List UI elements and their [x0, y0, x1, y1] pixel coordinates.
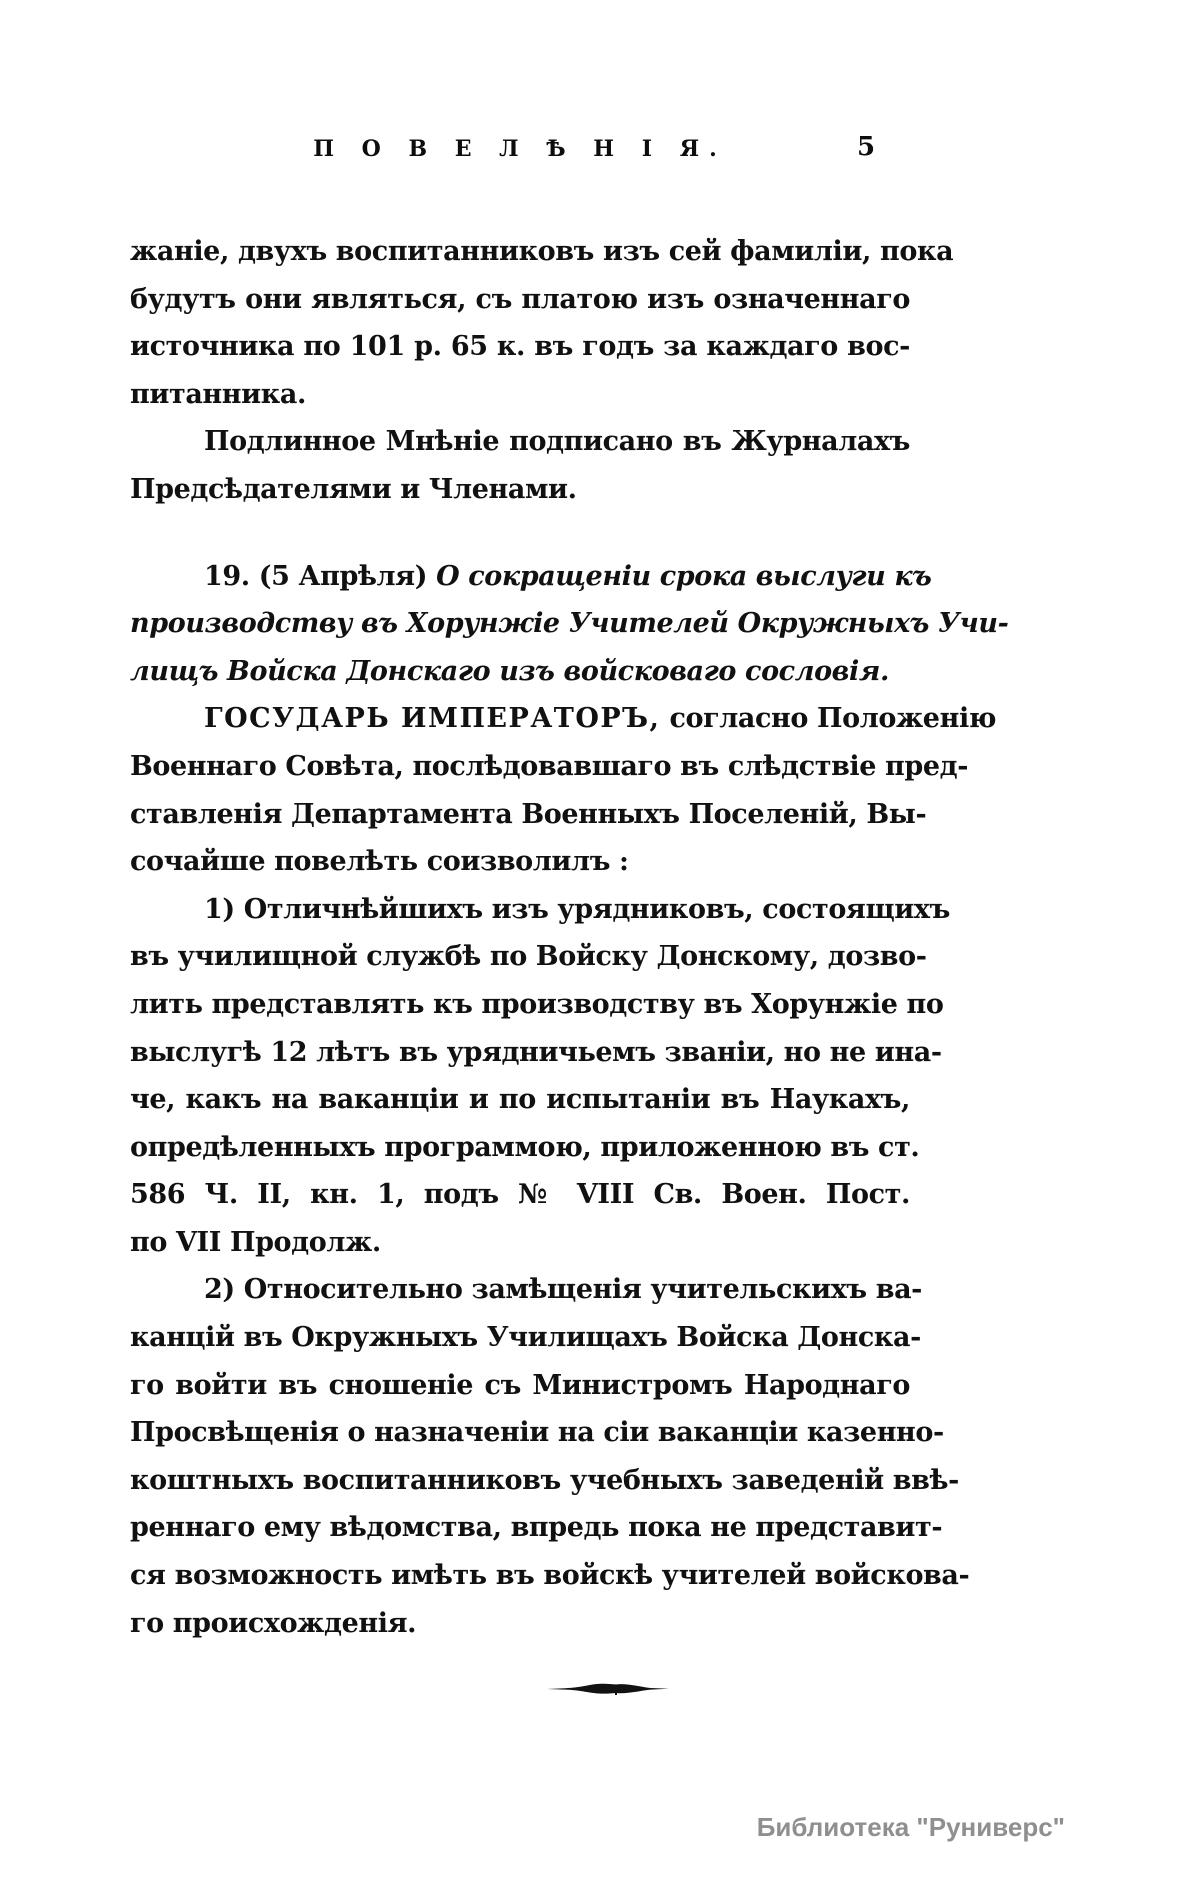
body-line: ся возможность имѣть въ войскѣ учителей войскова- [130, 1560, 970, 1592]
body-line: реннаго ему вѣдомства, впредь пока не представит- [130, 1512, 943, 1544]
body-line [130, 695, 997, 743]
body-line: Предсѣдателями и Членами. [130, 473, 577, 505]
library-watermark: Библиотека "Руниверс" [756, 1812, 1065, 1842]
body-line: по VII Продолж. [130, 1226, 381, 1258]
page-number: 5 [856, 132, 876, 162]
body-line: го происхожденія. [130, 1607, 417, 1639]
body-line: че, какъ на ваканціи и по испытаніи въ Наукахъ, [130, 1084, 910, 1116]
body-line: Военнаго Совѣта, послѣдовавшаго въ слѣдствіе пред- [130, 750, 969, 782]
body-line: источника по 101 р. 65 к. въ годъ за каждаго вос- [130, 331, 910, 363]
section-title: О сокращеніи срока выслуги къ [436, 560, 932, 592]
body-line: 2) Относительно замѣщенія учительскихъ ва- [204, 1274, 922, 1306]
body-line: опредѣленныхъ программою, приложенною въ ст. [130, 1131, 920, 1163]
body-line: Подлинное Мнѣніе подписано въ Журналахъ [204, 426, 910, 458]
body-text: согласно Положенію [669, 703, 997, 735]
section-heading-line: производству въ Хорунжіе Учителей Окружныхъ Учи- [130, 608, 1009, 640]
body-line: ставленія Департамента Военныхъ Поселеній, Вы- [130, 798, 927, 830]
body-line: канцій въ Окружныхъ Училищахъ Войска Донска- [130, 1322, 921, 1354]
body-line: 1) Отличнѣйшихъ изъ урядниковъ, состоящихъ [204, 893, 950, 925]
body-line: 586 Ч. II, кн. 1, подъ № VIII Св. Воен. Пост. [130, 1179, 910, 1211]
body-line: Просвѣщенія о назначеніи на сіи ваканціи казенно- [130, 1417, 944, 1449]
body-line: го войти въ сношеніе съ Министромъ Народнаго [130, 1369, 910, 1401]
divider-ornament-icon [547, 1682, 669, 1696]
body-line: жаніе, двухъ воспитанниковъ изъ сей фамиліи, пока [130, 236, 954, 267]
body-line: выслугѣ 12 лѣтъ въ урядничьемъ званіи, но не ина- [130, 1036, 942, 1068]
body-line: будутъ они являться, съ платою изъ означеннаго [130, 283, 910, 315]
imperial-name: ГОСУДАРЬ ИМПЕРАТОРЪ, [204, 703, 661, 735]
body-line: питанника. [130, 378, 306, 410]
section-number: 19. (5 Апрѣля) [204, 560, 428, 592]
body-line: въ училищной службѣ по Войску Донскому, дозво- [130, 941, 927, 973]
section-heading-line [130, 553, 932, 601]
body-line: сочайше повелѣть соизволилъ : [130, 846, 629, 878]
body-line: коштныхъ воспитанниковъ учебныхъ заведеній ввѣ- [130, 1464, 959, 1496]
running-title: П О В Е Л Ѣ Н І Я. [313, 136, 727, 162]
page-text-block [130, 228, 1009, 1647]
body-line: лить представлять къ производству въ Хорунжіе по [130, 988, 944, 1020]
section-heading-line: лищъ Войска Донскаго изъ войсковаго сословія. [130, 655, 889, 687]
